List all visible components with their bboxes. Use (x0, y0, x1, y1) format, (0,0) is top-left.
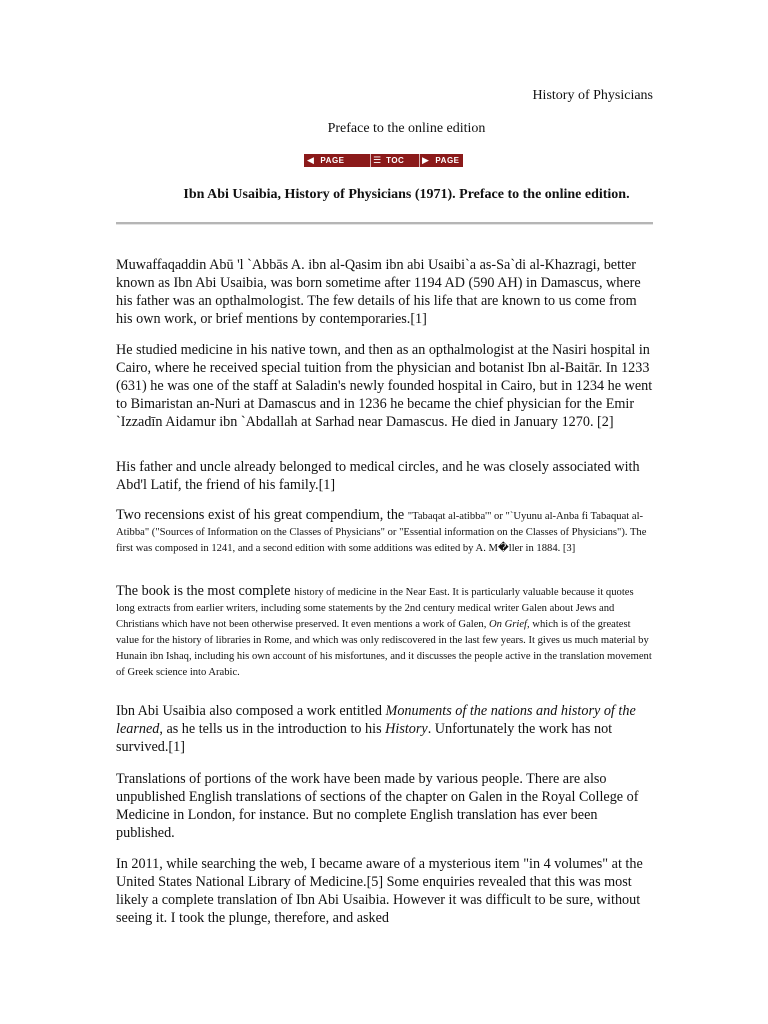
monuments-text-c: . Unfortunately the work has not survived.[1] (116, 721, 613, 755)
arrow-right-icon: ▶ (422, 155, 430, 165)
paragraph-book-value (116, 584, 653, 680)
previous-page-label: PAGE (320, 156, 345, 165)
paragraph-discovery: In 2011, while searching the web, I became aware of a mysterious item "in 4 volumes" at the United States National Library of Medicine.[5] Some enquiries revealed that this was most likely a complete translation of Ibn Abi Usaibia. However it was difficult to be sure, without seeing it. I took the plunge, therefore, and asked (116, 856, 643, 926)
document-title: Ibn Abi Usaibia, History of Physicians (1971). Preface to the online edition. (183, 187, 630, 202)
paragraph-biography: Muwaffaqaddin Abū 'l `Abbās A. ibn al-Qasim ibn abi Usaibi`a as-Sa`di al-Khazragi, better known as Ibn Abi Usaibia, was born sometime after 1194 AD (590 AH) in Damascus, where his father was an opthalmologist. The few details of his life that are known to us come from his own work, or brief mentions by contemporaries.[1] (116, 257, 641, 327)
recensions-lead-text: Two recensions exist of his great compendium, the (116, 507, 408, 523)
monuments-text-b: , as he tells us in the introduction to his (159, 721, 386, 737)
previous-page-button[interactable] (304, 154, 370, 167)
page-navigation-bar (304, 154, 463, 167)
paragraph-education: He studied medicine in his native town, and then as an opthalmologist at the Nasiri hospital in Cairo, where he received special tuition from the physician and botanist Ibn al-Baitār. In 1233 (631) he was one of the staff at Saladin's newly founded hospital in Cairo, but in 1234 he went to Bimaristan an-Nuri at Damascus and in 1236 he became the chief physician for the Emir `Izzadīn Aidamur ibn `Abdallah at Sarhad near Damascus. He died in January 1270. [2] (116, 342, 653, 430)
running-head: History of Physicians (532, 88, 653, 103)
horizontal-rule (116, 222, 653, 225)
recensions-detail-text: "Tabaqat al-atibba'" or "`Uyunu al-Anba fi Tabaquat al- Atibba" ("Sources of Information on the Classes of Physicians" or "Essential information on the Classes of Physicians"). The first was composed in 1241, and a second edition with some additions was edited by A. M�ller in 1884. [3] (116, 511, 647, 554)
paragraph-monuments (116, 702, 653, 756)
arrow-left-icon: ◀ (307, 155, 315, 165)
book-detail-text-b: , which is of the greatest value for the history of libraries in Rome, and which was only rediscovered in the last few years. It gives us much material by Hunain ibn Ishaq, including his own account of his misfortunes, and it discusses the people active in the translation movement of Greek science into Arabic. (116, 619, 652, 678)
next-page-label: PAGE (435, 156, 460, 165)
toc-label: TOC (386, 156, 405, 165)
book-detail-text-a: history of medicine in the Near East. It is particularly valuable because it quotes long extracts from earlier writers, including some statements by the 2nd century medical writer Galen about Jews and Christians which have not been otherwise preserved. It even mentions a work of Galen, (116, 587, 634, 630)
preface-heading: Preface to the online edition (327, 121, 486, 136)
paragraph-translations: Translations of portions of the work have been made by various people. There are also unpublished English translations of sections of the chapter on Galen in the Royal College of Medicine in London, for instance. But no complete English translation has ever been published. (116, 771, 639, 841)
table-of-contents-button[interactable] (371, 154, 419, 167)
list-icon: ☰ (373, 155, 382, 165)
paragraph-recensions (116, 508, 653, 556)
monuments-title: Monuments of the nations and history of the learned (116, 703, 636, 737)
on-grief-title: On Grief (489, 619, 527, 630)
monuments-text-a: Ibn Abi Usaibia also composed a work entitled (116, 703, 386, 719)
next-page-button[interactable] (420, 154, 463, 167)
history-title: History (385, 721, 428, 737)
paragraph-family: His father and uncle already belonged to medical circles, and he was closely associated with Abd'l Latif, the friend of his family.[1] (116, 459, 640, 493)
book-lead-text: The book is the most complete (116, 583, 295, 599)
